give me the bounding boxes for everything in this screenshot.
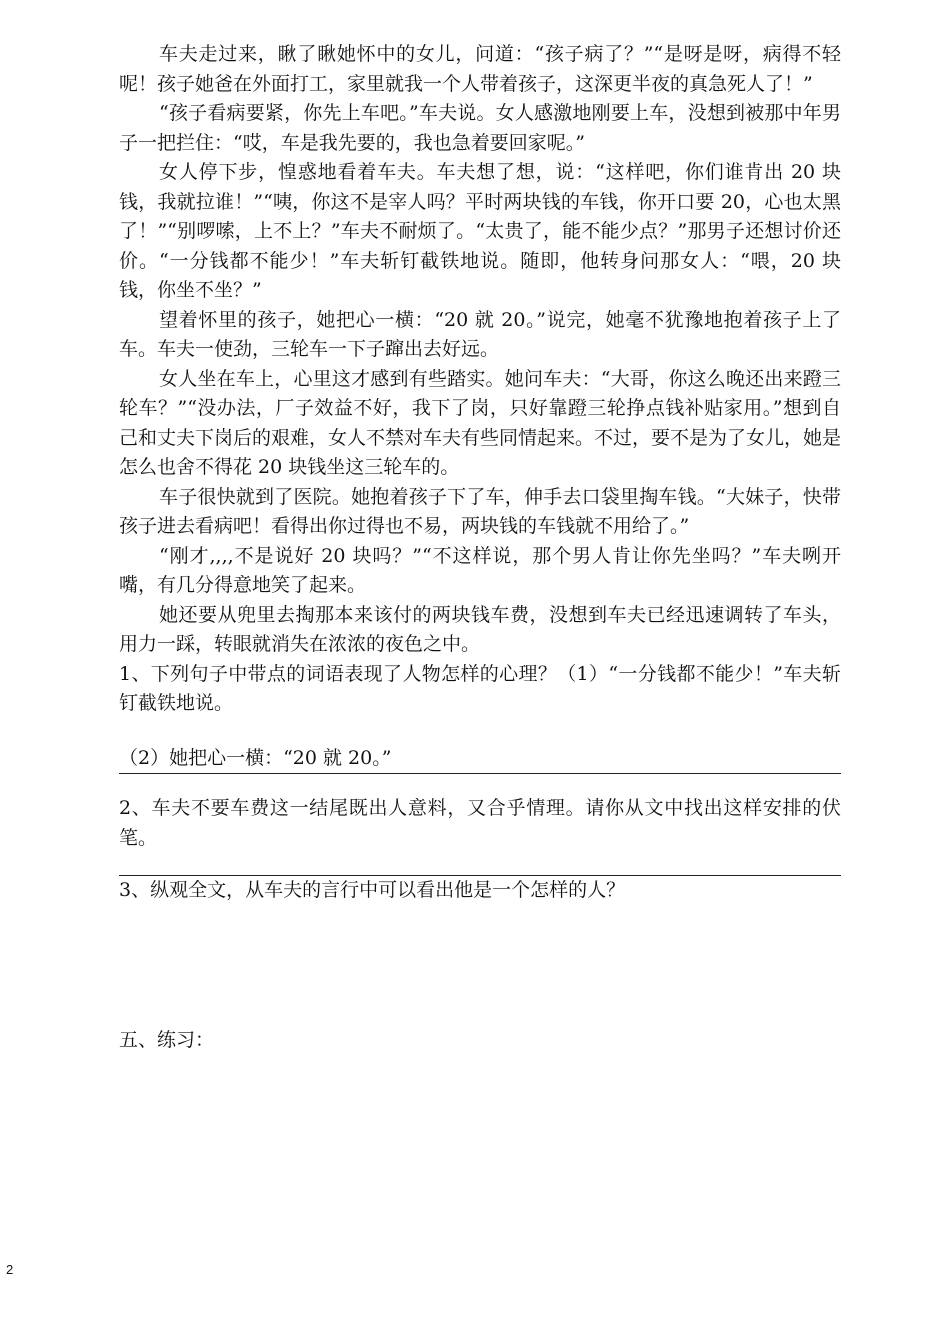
question-1-part-2: （2）她把心一横：“20 就 20。” — [119, 744, 841, 775]
passage-paragraph-5: 女人坐在车上，心里这才感到有些踏实。她问车夫：“大哥，你这么晚还出来蹬三轮车？”“没办法，厂子效益不好，我下了岗，只好靠蹬三轮挣点钱补贴家用。”想到自己和丈夫下岗后的艰难，女人不禁对车夫有些同情起来。不过，要不是为了女儿，她是怎么也舍不得花 20 块钱坐这三轮车的。 — [119, 367, 842, 478]
document-body — [119, 40, 841, 1055]
passage-paragraph-6: 车子很快就到了医院。她抱着孩子下了车，伸手去口袋里掏车钱。“大妹子，快带孩子进去看病吧！看得出你过得也不易，两块钱的车钱就不用给了。” — [119, 485, 841, 537]
question-3: 3、纵观全文，从车夫的言行中可以看出他是一个怎样的人？ — [119, 879, 626, 901]
passage-paragraph-7: “刚才,,,,不是说好 20 块吗？”“不这样说，那个男人肯让你先坐吗？”车夫咧开嘴，有几分得意地笑了起来。 — [119, 544, 841, 596]
passage-paragraph-2: “孩子看病要紧，你先上车吧。”车夫说。女人感激地刚要上车，没想到被那中年男子一把拦住：“哎，车是我先要的，我也急着要回家呢。” — [119, 102, 841, 154]
passage-paragraph-4: 望着怀里的孩子，她把心一横：“20 就 20。”说完，她毫不犹豫地抱着孩子上了车。车夫一使劲，三轮车一下子蹿出去好远。 — [119, 308, 841, 360]
section-heading: 五、练习： — [119, 1028, 215, 1051]
answer-space-3 — [119, 906, 841, 1026]
page-number: 2 — [6, 1262, 14, 1277]
passage-paragraph-8: 她还要从兜里去掏那本来该付的两块钱车费，没想到车夫已经迅速调转了车头，用力一踩，转眼就消失在浓浓的夜色之中。 — [119, 603, 841, 655]
question-2: 2、车夫不要车费这一结尾既出人意料，又合乎情理。请你从文中找出这样安排的伏笔。 — [119, 797, 841, 849]
passage-paragraph-1: 车夫走过来，瞅了瞅她怀中的女儿，问道：“孩子病了？”“是呀是呀，病得不轻呢！孩子她爸在外面打工，家里就我一个人带着孩子，这深更半夜的真急死人了！” — [119, 43, 841, 95]
answer-space-2 — [119, 774, 841, 794]
passage-paragraph-3: 女人停下步，惶惑地看着车夫。车夫想了想，说：“这样吧，你们谁肯出 20 块钱，我就拉谁！”“咦，你这不是宰人吗？平时两块钱的车钱，你开口要 20，心也太黑了！”“别啰嗦，上不上？”车夫不耐烦了。“太贵了，能不能少点？”那男子还想讨价还价。“一分钱都不能少！”车夫斩钉截铁地说。随即，他转身问那女人：“喂，20 块钱，你坐不坐？” — [119, 161, 841, 301]
answer-line-2 — [119, 853, 841, 876]
answer-space-1 — [119, 719, 841, 744]
question-1: 1、下列句子中带点的词语表现了人物怎样的心理？（1）“一分钱都不能少！”车夫斩钉截铁地说。 — [119, 662, 841, 714]
